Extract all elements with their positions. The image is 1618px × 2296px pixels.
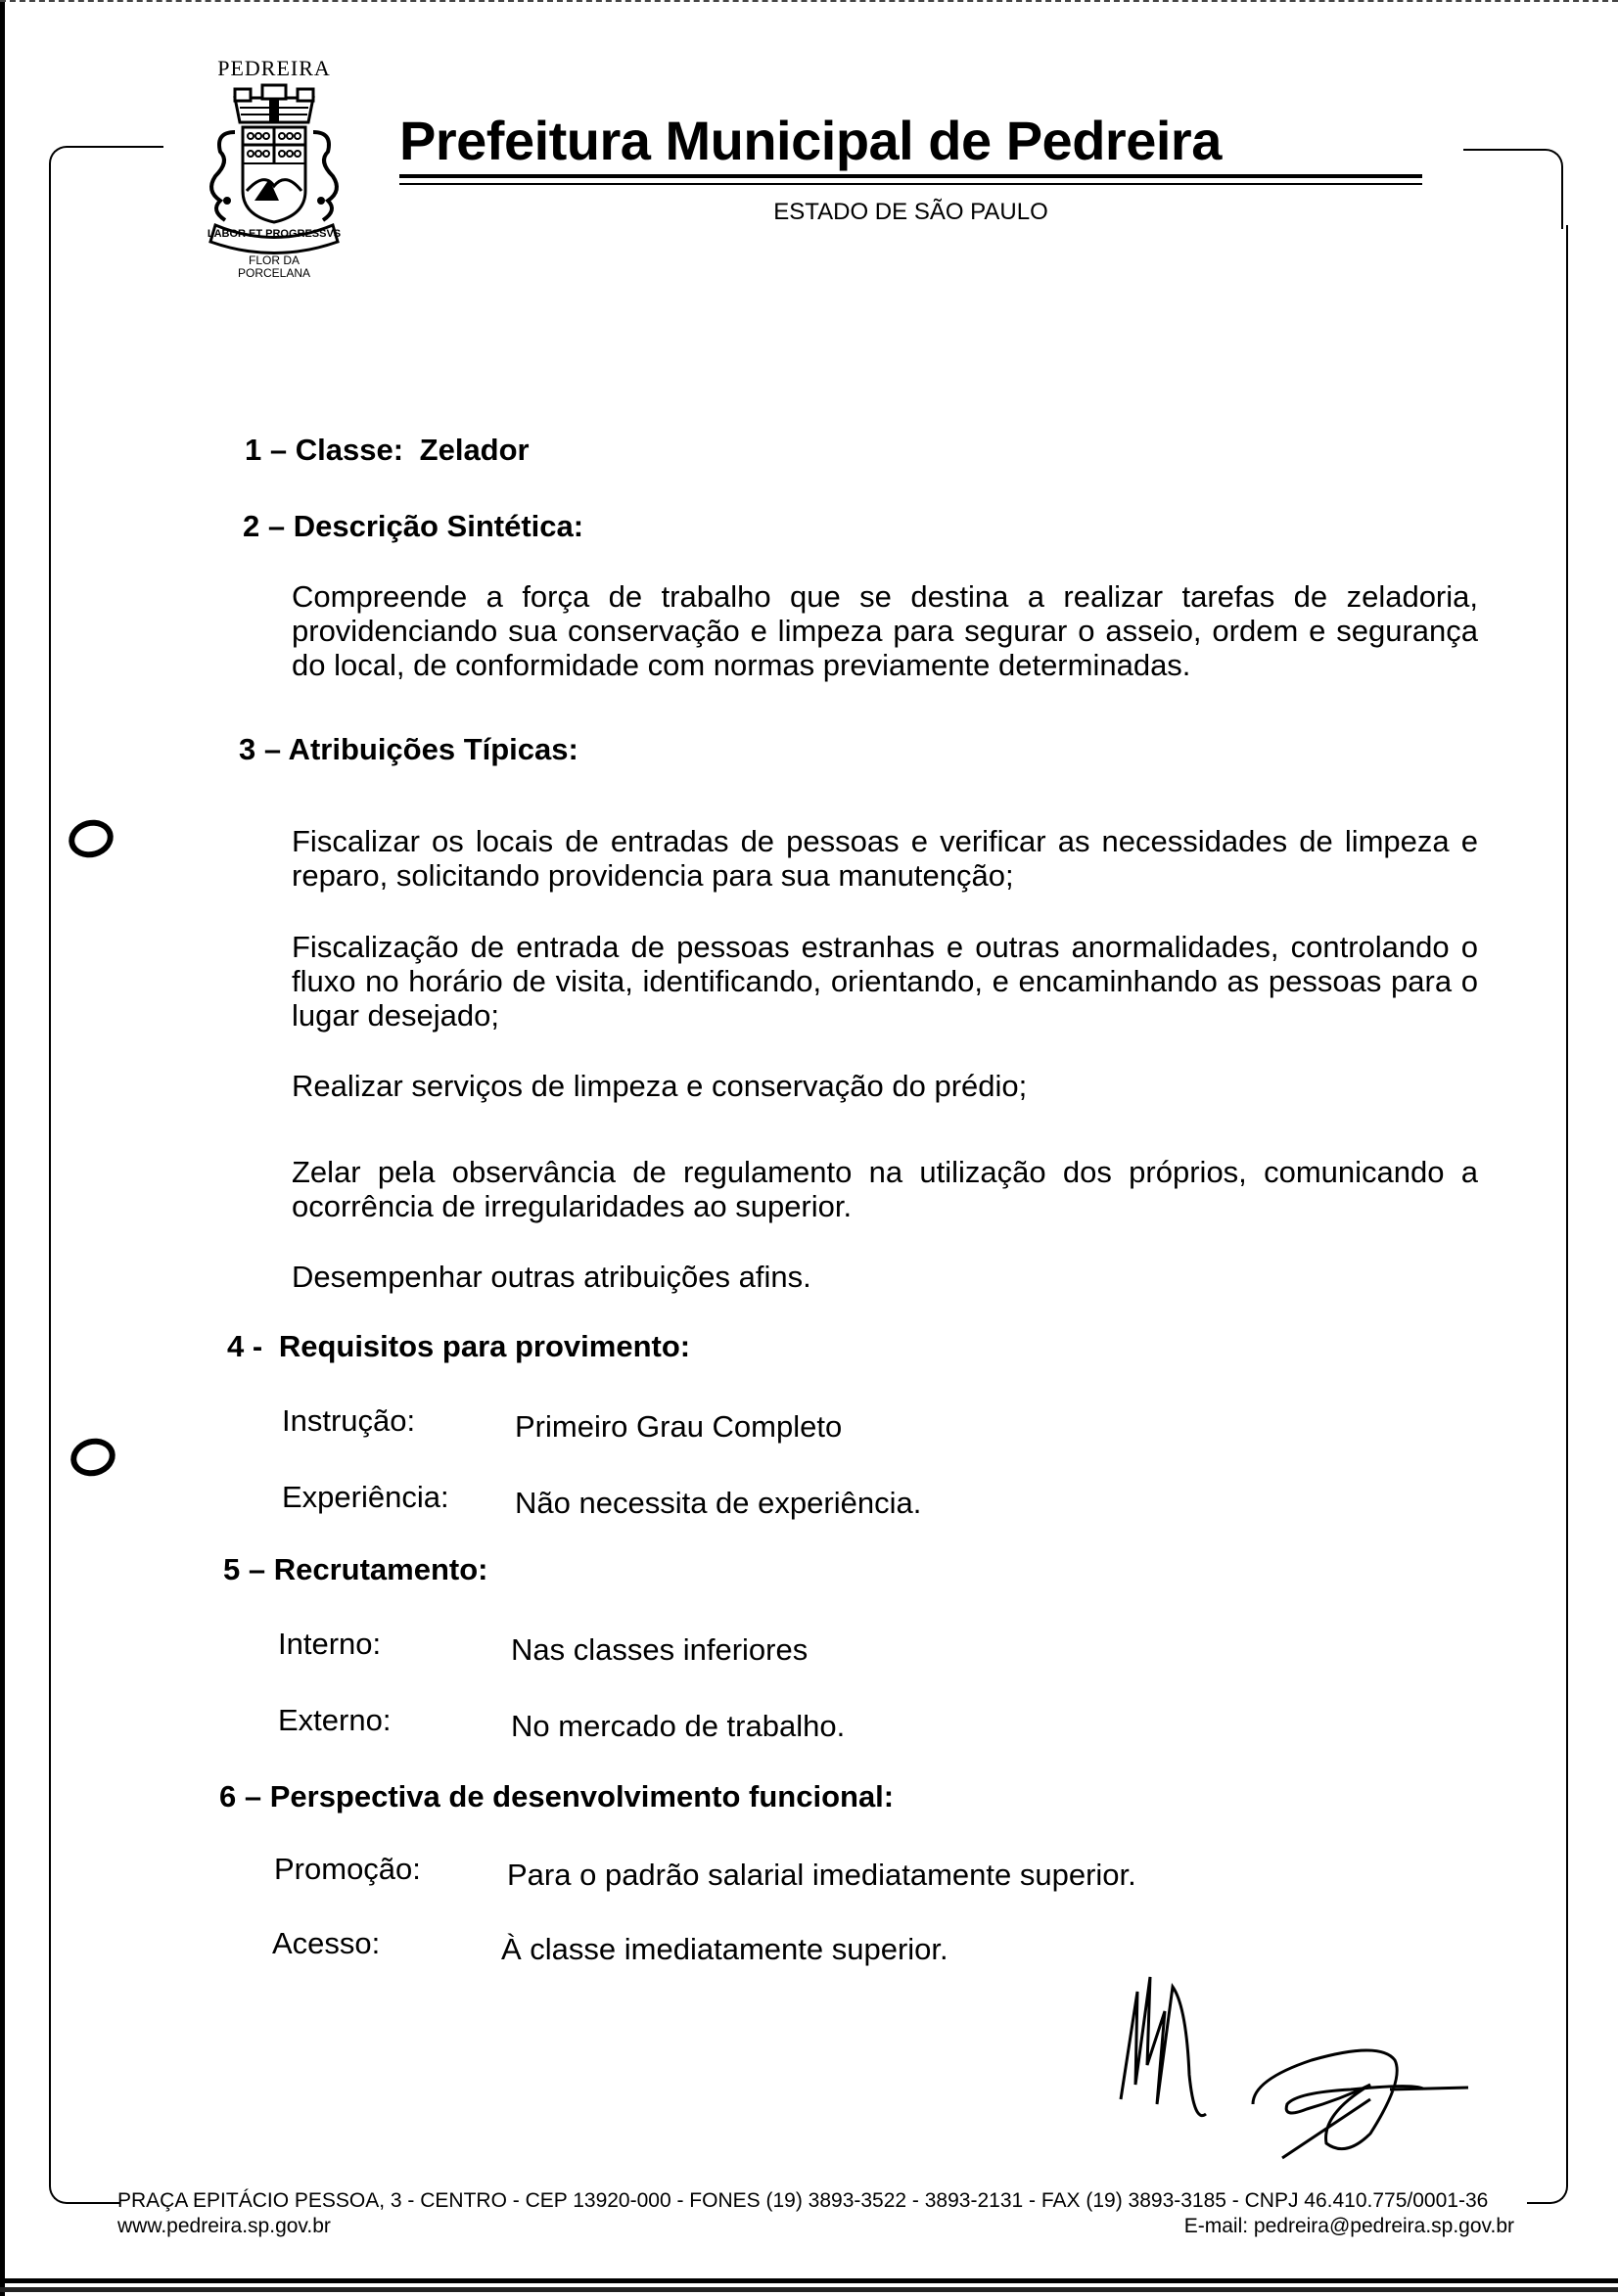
- section-2-text: Compreende a força de trabalho que se destina a realizar tarefas de zeladoria, providenciando sua conservação e limpeza para segurar o asseio, ordem e segurança do local, de conformidade com normas previamente determinadas.: [292, 579, 1478, 682]
- development-value: Para o padrão salarial imediatamente superior.: [507, 1858, 1136, 1892]
- coat-of-arms: [176, 54, 372, 289]
- title-underline: [399, 174, 1422, 178]
- development-label: Promoção:: [274, 1852, 421, 1886]
- punch-hole-icon: [65, 815, 117, 863]
- footer-website-link[interactable]: www.pedreira.sp.gov.br: [117, 2215, 331, 2237]
- punch-hole-icon: [67, 1434, 119, 1482]
- section-3-heading: 3 – Atribuições Típicas:: [239, 732, 578, 766]
- frame-corner-bottom-left: [49, 2153, 119, 2204]
- signature-2-icon: [1253, 2050, 1468, 2158]
- crest-tagline: [176, 254, 372, 280]
- development-value: À classe imediatamente superior.: [501, 1932, 948, 1966]
- requirement-value: Não necessita de experiência.: [515, 1486, 922, 1520]
- recruitment-label: Externo:: [278, 1703, 392, 1737]
- recruitment-label: Interno:: [278, 1627, 382, 1661]
- signature-1-icon: [1121, 1977, 1206, 2116]
- frame-right-border: [1566, 225, 1568, 2158]
- section-1-label: Classe:: [295, 433, 404, 467]
- scan-top-edge: [0, 0, 1618, 6]
- section-2-heading: 2 – Descrição Sintética:: [243, 509, 584, 543]
- crest-motto: LABOR ET PROGRESSVS: [207, 228, 342, 240]
- frame-corner-top-left: [49, 146, 163, 226]
- development-label: Acesso:: [272, 1926, 381, 1960]
- signatures: [1096, 1967, 1488, 2163]
- section-1-value: Zelador: [419, 433, 530, 467]
- requirement-label: Instrução:: [282, 1403, 416, 1438]
- requirement-label: Experiência:: [282, 1480, 449, 1514]
- frame-corner-top-right: [1463, 149, 1563, 229]
- page-title: Prefeitura Municipal de Pedreira: [399, 110, 1222, 171]
- recruitment-value: No mercado de trabalho.: [511, 1709, 846, 1743]
- section-3-item: Fiscalizar os locais de entradas de pessoas e verificar as necessidades de limpeza e reparo, solicitando providencia para sua manutenção;: [292, 824, 1478, 893]
- section-3-item: Desempenhar outras atribuições afins.: [292, 1260, 811, 1294]
- section-3-item: Fiscalização de entrada de pessoas estranhas e outras anormalidades, controlando o fluxo no horário de visita, identificando, orientando, e encaminhando as pessoas para o lugar desejado;: [292, 930, 1478, 1033]
- section-4-number: 4 -: [227, 1329, 263, 1363]
- scan-bottom-edge: [0, 2278, 1618, 2283]
- section-3-item: Zelar pela observância de regulamento na utilização dos próprios, comunicando a ocorrência de irregularidades ao superior.: [292, 1155, 1478, 1223]
- footer-address: PRAÇA EPITÁCIO PESSOA, 3 - CENTRO - CEP 13920-000 - FONES (19) 3893-3522 - 3893-2131 - FAX (19) 3893-3185 - CNPJ 46.410.775/0001-36: [117, 2189, 1489, 2212]
- crest-tagline-line1: FLOR DA: [248, 253, 300, 267]
- scan-bottom-edge-2: [0, 2287, 1618, 2292]
- section-4-title: Requisitos para provimento:: [278, 1329, 691, 1363]
- section-1-number: 1 –: [245, 433, 288, 467]
- title-underline-thin: [399, 183, 1422, 185]
- scan-left-edge: [0, 0, 5, 2296]
- page-subtitle: ESTADO DE SÃO PAULO: [773, 199, 1048, 225]
- footer-email-link[interactable]: E-mail: pedreira@pedreira.sp.gov.br: [1183, 2215, 1514, 2237]
- frame-left-border: [49, 220, 51, 2158]
- section-3-item: Realizar serviços de limpeza e conservação do prédio;: [292, 1069, 1028, 1103]
- section-1-heading: [245, 433, 530, 468]
- section-6-heading: 6 – Perspectiva de desenvolvimento funcional:: [219, 1779, 895, 1814]
- requirement-value: Primeiro Grau Completo: [515, 1409, 843, 1444]
- section-4-heading: [227, 1329, 690, 1364]
- recruitment-value: Nas classes inferiores: [511, 1632, 809, 1667]
- frame-corner-bottom-right: [1527, 2153, 1568, 2204]
- crest-tagline-line2: PORCELANA: [237, 266, 311, 280]
- crest-city-name: PEDREIRA: [217, 56, 331, 80]
- section-5-heading: 5 – Recrutamento:: [223, 1552, 488, 1586]
